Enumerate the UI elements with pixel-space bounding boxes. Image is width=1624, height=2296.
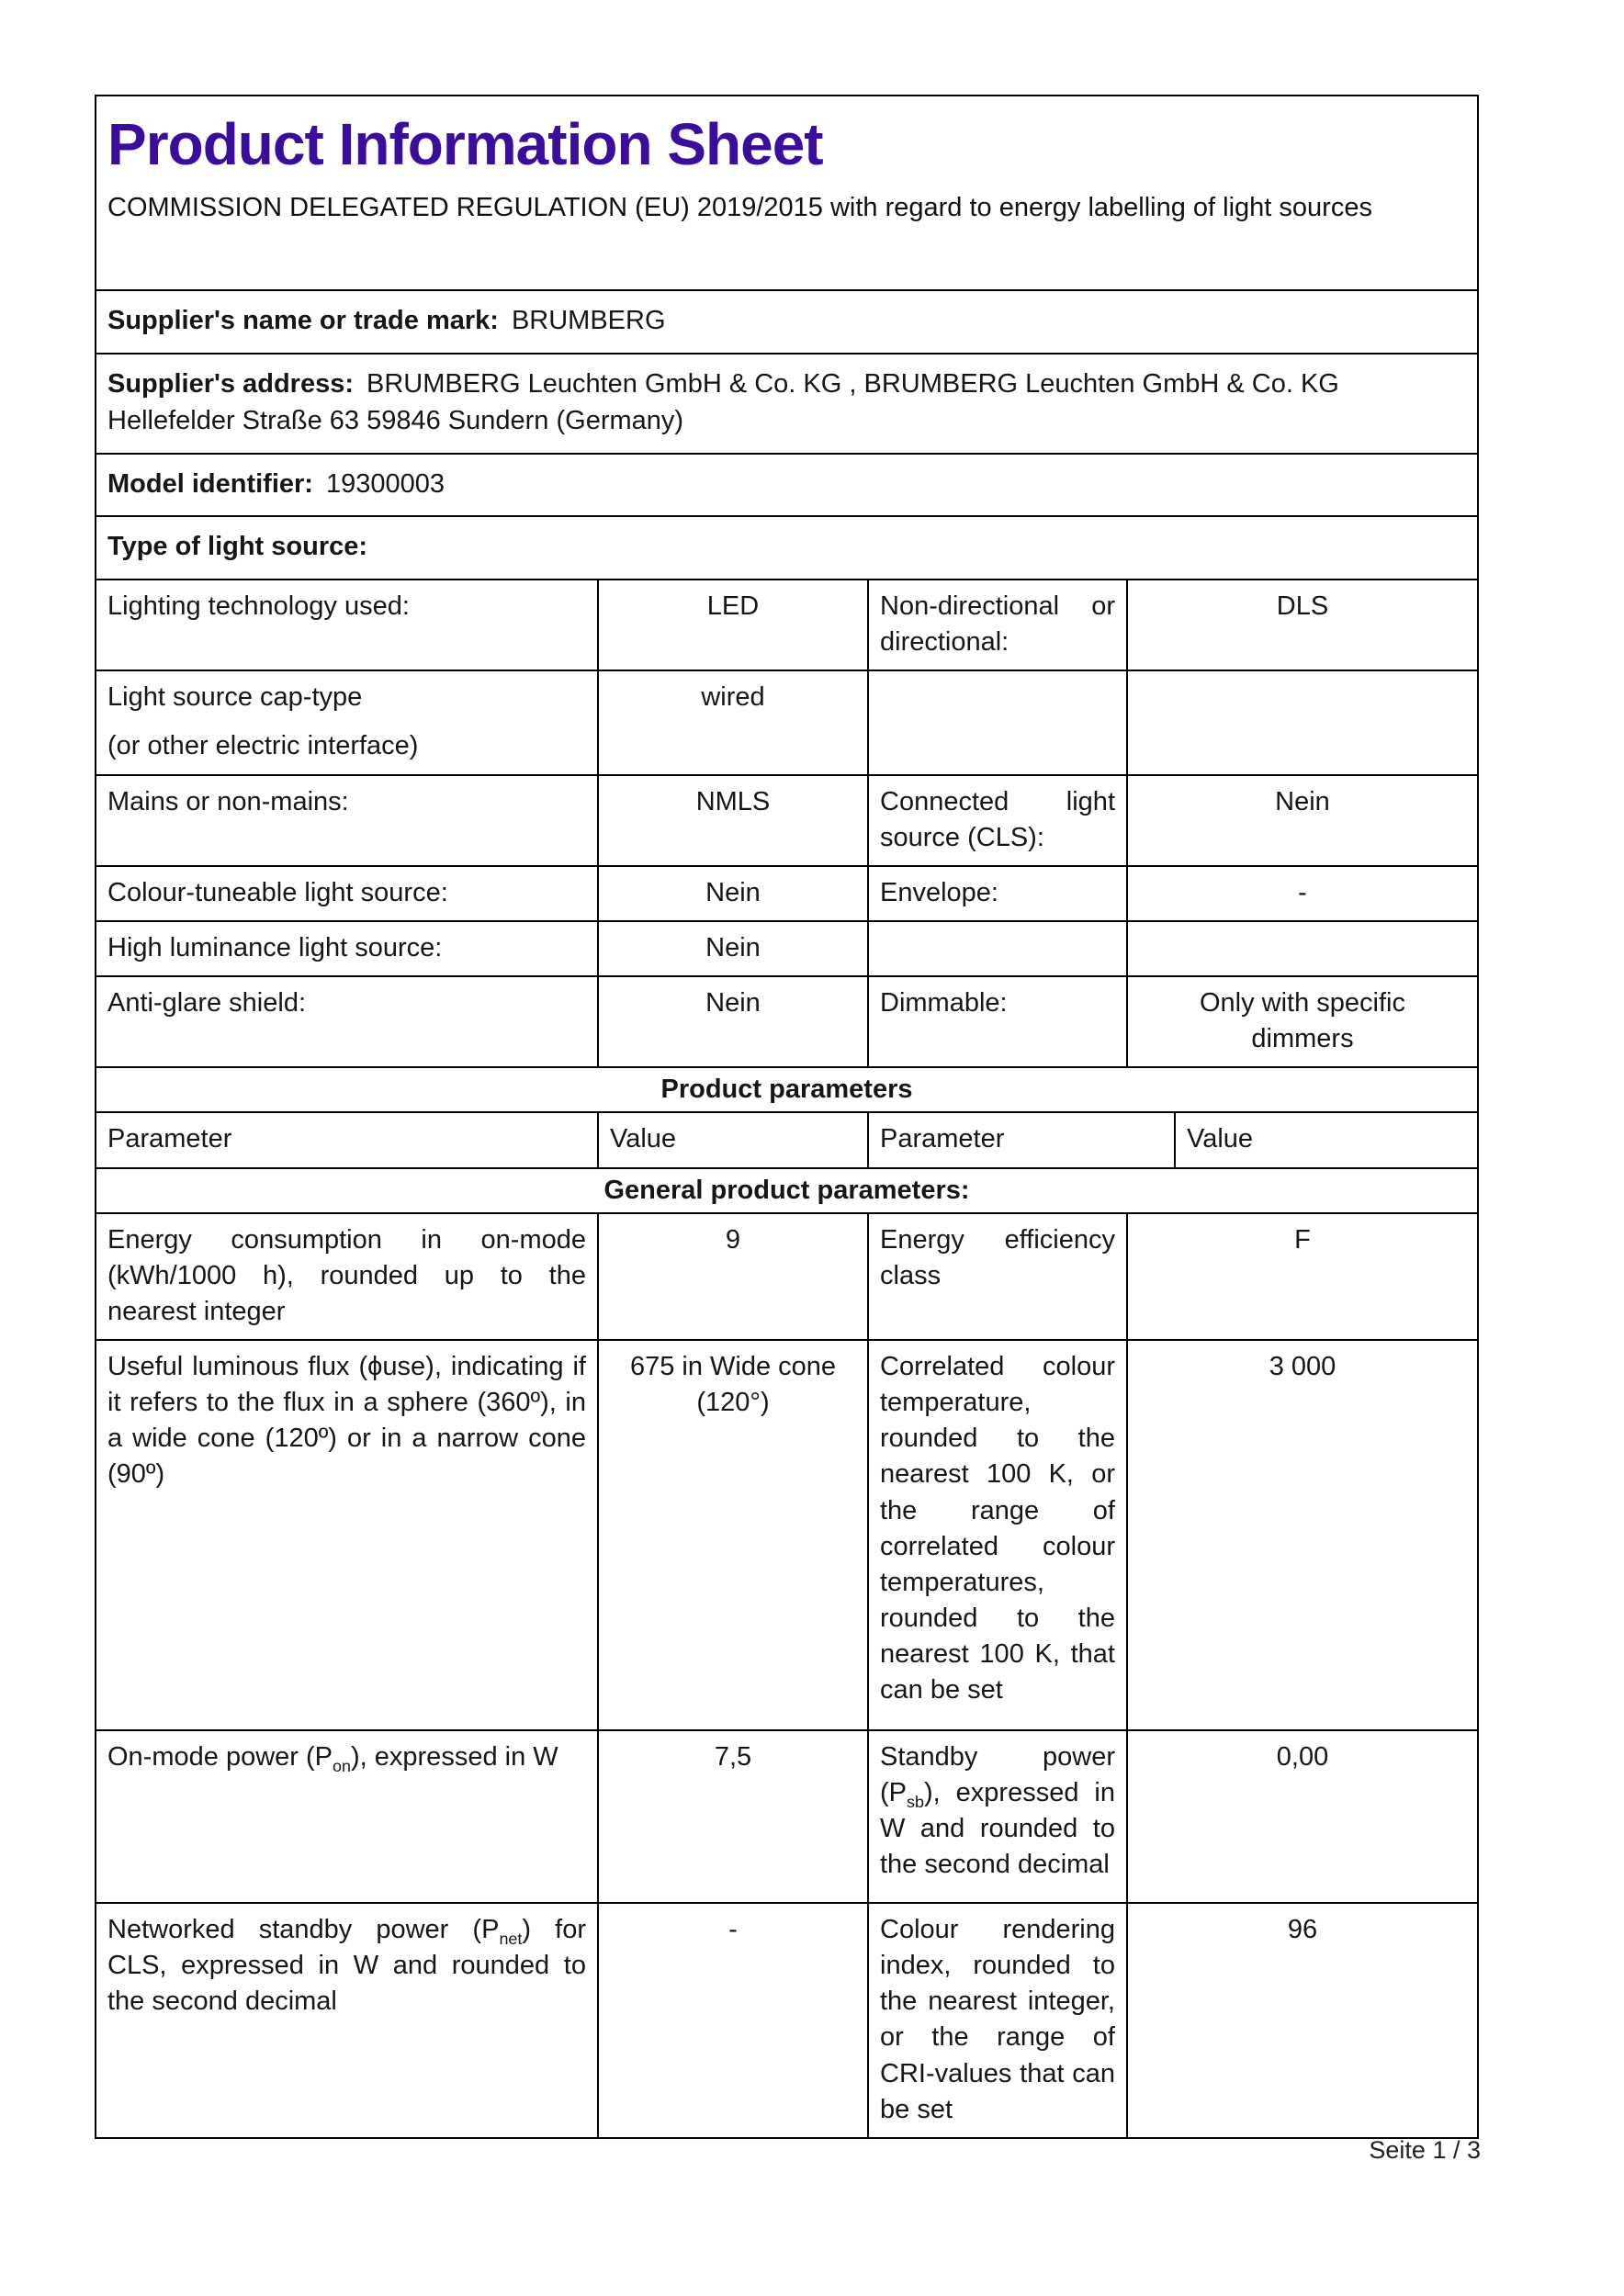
param-value: Nein bbox=[705, 932, 761, 962]
param-cell bbox=[867, 1731, 1126, 1902]
model-identifier-label: Model identifier: bbox=[107, 468, 313, 499]
type-of-light-source-label: Type of light source: bbox=[107, 532, 368, 562]
value-cell bbox=[597, 1214, 867, 1339]
param-label-subscript: on bbox=[333, 1756, 351, 1775]
param-cell bbox=[96, 867, 597, 920]
general-product-parameters-header: General product parameters: bbox=[96, 1167, 1477, 1212]
param-cell bbox=[867, 671, 1126, 773]
table-row bbox=[96, 1729, 1477, 1902]
column-header-row bbox=[96, 1111, 1477, 1166]
param-cell bbox=[867, 1904, 1126, 2137]
param-cell bbox=[96, 977, 597, 1066]
supplier-address-value: BRUMBERG Leuchten GmbH & Co. KG , BRUMBERG Leuchten GmbH & Co. KG Hellefelder Straße 63 59846 Sundern (Germany) bbox=[107, 368, 1339, 436]
param-cell bbox=[867, 1341, 1126, 1729]
param-label: Correlated colour temperature, rounded to the nearest 100 K, or the range of correlated colour temperatures, rounded to the nearest 100 K, that can be set bbox=[880, 1351, 1115, 1705]
param-cell bbox=[867, 922, 1126, 975]
param-label: High luminance light source: bbox=[107, 932, 443, 962]
supplier-name-value: BRUMBERG bbox=[511, 306, 666, 335]
param-label: Networked standby power (P bbox=[107, 1914, 500, 1944]
param-label: Connected light source (CLS): bbox=[880, 786, 1115, 852]
param-cell bbox=[96, 922, 597, 975]
param-value: Nein bbox=[705, 988, 761, 1019]
value-cell bbox=[597, 977, 867, 1066]
param-cell bbox=[96, 580, 597, 670]
column-header: Value bbox=[597, 1113, 867, 1166]
value-cell bbox=[1126, 1904, 1477, 2137]
param-label-line2: (or other electric interface) bbox=[107, 731, 419, 761]
value-cell bbox=[1126, 922, 1477, 975]
param-value: Nein bbox=[705, 877, 761, 907]
model-identifier-value: 19300003 bbox=[325, 468, 445, 499]
value-cell bbox=[1126, 867, 1477, 920]
param-label: ), expressed in W and rounded to the second decimal bbox=[880, 1778, 1115, 1880]
supplier-address-label: Supplier's address: bbox=[107, 368, 354, 399]
param-cell bbox=[867, 580, 1126, 670]
supplier-name-label: Supplier's name or trade mark: bbox=[107, 306, 499, 335]
param-label: Envelope: bbox=[880, 877, 998, 907]
param-value: - bbox=[1298, 877, 1307, 907]
param-value: Nein bbox=[1275, 786, 1330, 816]
column-header: Value bbox=[1174, 1113, 1477, 1166]
table-row bbox=[96, 670, 1477, 773]
param-cell bbox=[867, 1214, 1126, 1339]
page-number: Seite 1 / 3 bbox=[1369, 2136, 1481, 2164]
param-label: Energy efficiency class bbox=[880, 1224, 1115, 1290]
value-cell bbox=[597, 1731, 867, 1902]
param-value: LED bbox=[706, 591, 760, 621]
param-value: wired bbox=[701, 682, 765, 713]
param-label: Anti-glare shield: bbox=[107, 988, 306, 1019]
table-row bbox=[96, 1212, 1477, 1339]
param-label: Colour-tuneable light source: bbox=[107, 877, 448, 907]
param-value: F bbox=[1294, 1224, 1311, 1255]
param-label: Non-directional or directional: bbox=[880, 591, 1115, 658]
param-cell bbox=[96, 1904, 597, 2137]
title-block bbox=[96, 96, 1477, 289]
param-label-subscript: net bbox=[499, 1929, 523, 1948]
param-label: On-mode power (P bbox=[107, 1741, 333, 1772]
table-row bbox=[96, 579, 1477, 670]
value-cell bbox=[597, 580, 867, 670]
param-value: 0,00 bbox=[1276, 1741, 1329, 1772]
product-information-sheet bbox=[95, 95, 1479, 2139]
table-row bbox=[96, 774, 1477, 865]
param-value: NMLS bbox=[695, 786, 771, 816]
value-cell bbox=[1126, 776, 1477, 865]
page-title: Product Information Sheet bbox=[107, 111, 823, 177]
param-label: Useful luminous flux (ϕuse), indicating if it refers to the flux in a sphere (360º), in a wide cone (120º) or in a narrow cone (90º) bbox=[107, 1351, 586, 1490]
value-cell bbox=[1126, 1214, 1477, 1339]
value-cell bbox=[597, 867, 867, 920]
type-of-light-source-row bbox=[96, 515, 1477, 579]
model-identifier-row bbox=[96, 453, 1477, 516]
param-cell bbox=[867, 977, 1126, 1066]
param-label: Standby power (P bbox=[880, 1741, 1115, 1808]
table-row bbox=[96, 1902, 1477, 2137]
param-label: Mains or non-mains: bbox=[107, 786, 349, 816]
value-cell bbox=[1126, 1731, 1477, 1902]
column-header: Parameter bbox=[867, 1113, 1174, 1166]
product-parameters-header: Product parameters bbox=[96, 1066, 1477, 1111]
value-cell bbox=[597, 1341, 867, 1729]
param-value: 3 000 bbox=[1269, 1351, 1336, 1381]
param-label: Colour rendering index, rounded to the nearest integer, or the range of CRI-values that can be set bbox=[880, 1914, 1115, 2124]
param-label: Energy consumption in on-mode (kWh/1000 h), rounded up to the nearest integer bbox=[107, 1224, 586, 1326]
param-cell bbox=[96, 1214, 597, 1339]
param-value: Only with specific dimmers bbox=[1199, 988, 1405, 1054]
value-cell bbox=[597, 1904, 867, 2137]
value-cell bbox=[597, 776, 867, 865]
param-value: 675 in Wide cone (120°) bbox=[629, 1351, 837, 1418]
param-value: 7,5 bbox=[714, 1741, 752, 1772]
value-cell bbox=[1126, 671, 1477, 773]
param-cell bbox=[867, 867, 1126, 920]
supplier-address-row bbox=[96, 353, 1477, 453]
param-label: Lighting technology used: bbox=[107, 591, 410, 621]
param-label: ) for CLS, expressed in W and rounded to the second decimal bbox=[107, 1914, 587, 2017]
value-cell bbox=[1126, 580, 1477, 670]
column-header: Parameter bbox=[107, 1124, 232, 1154]
param-value: - bbox=[728, 1914, 738, 1944]
param-label: Dimmable: bbox=[880, 988, 1008, 1019]
param-value: 9 bbox=[725, 1224, 741, 1255]
param-label: ), expressed in W bbox=[351, 1741, 558, 1772]
param-cell bbox=[96, 671, 597, 773]
table-row bbox=[96, 865, 1477, 920]
param-label-subscript: sb bbox=[907, 1792, 924, 1811]
supplier-name-row bbox=[96, 289, 1477, 353]
value-cell bbox=[1126, 977, 1477, 1066]
param-value: DLS bbox=[1276, 591, 1329, 621]
value-cell bbox=[1126, 1341, 1477, 1729]
param-label: Light source cap-type bbox=[107, 682, 363, 713]
value-cell bbox=[597, 922, 867, 975]
table-row bbox=[96, 975, 1477, 1066]
param-cell bbox=[96, 776, 597, 865]
value-cell bbox=[597, 671, 867, 773]
table-row bbox=[96, 1339, 1477, 1729]
page-subtitle: COMMISSION DELEGATED REGULATION (EU) 2019/2015 with regard to energy labelling of light sources bbox=[107, 193, 1372, 223]
param-cell bbox=[867, 776, 1126, 865]
table-row bbox=[96, 920, 1477, 975]
param-cell bbox=[96, 1731, 597, 1902]
param-value: 96 bbox=[1287, 1914, 1318, 1944]
param-cell bbox=[96, 1341, 597, 1729]
